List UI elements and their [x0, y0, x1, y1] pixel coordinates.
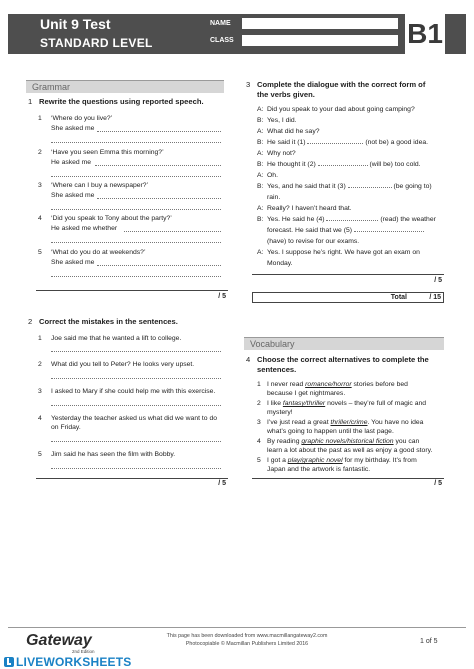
q1-instruction: 1 Rewrite the questions using reported speech. — [28, 97, 204, 106]
q2-item-1-num: 1 — [38, 335, 42, 342]
q2-score-rule — [36, 478, 228, 479]
q1-item-1-question: ‘Where do you live?’ — [51, 115, 113, 122]
q2-answer-1[interactable] — [51, 351, 221, 352]
dialogue-line-14: A: Yes. I suppose he’s right. We have got an exam on — [257, 249, 420, 256]
q2-item-3-num: 3 — [38, 388, 42, 395]
dialogue-line-6: B: He thought it (2) (will be) too cold. — [257, 161, 421, 168]
q1-item-2-prompt: He asked me — [51, 159, 92, 166]
q1-item-4-question: ‘Did you speak to Tony about the party?’ — [51, 215, 172, 222]
q4-item-3: 3 I’ve just read a great thriller/crime. You have no idea — [257, 419, 424, 426]
q1-item-1-num: 1 — [38, 115, 42, 122]
total-score: / 15 — [429, 294, 441, 301]
dialogue-line-1: A: Did you speak to your dad about going camping? — [257, 106, 415, 113]
gap-2[interactable] — [318, 160, 368, 166]
q2-answer-3[interactable] — [51, 405, 221, 406]
q4-choice-3[interactable]: thriller/crime — [330, 419, 368, 426]
q4-item-4: 4 By reading graphic novels/historical fiction you can — [257, 438, 420, 445]
q1-answer-2b[interactable] — [51, 176, 221, 177]
dialogue-line-8: B: Yes, and he said that it (3) (be going to) — [257, 183, 432, 190]
dialogue-line-4: B: He said it (1) (not be) a good idea. — [257, 139, 429, 146]
dialogue-line-3: A: What did he say? — [257, 128, 320, 135]
class-field[interactable] — [242, 35, 398, 46]
q1-answer-3a[interactable] — [97, 198, 221, 199]
q4-choice-1[interactable]: romance/horror — [305, 381, 352, 388]
q4-choice-5[interactable]: play/graphic novel — [287, 457, 343, 464]
q1-answer-5b[interactable] — [51, 276, 221, 277]
q2-answer-5[interactable] — [51, 468, 221, 469]
q1-item-3-question: ‘Where can I buy a newspaper?’ — [51, 182, 149, 189]
q2-item-5-num: 5 — [38, 451, 42, 458]
q3-instruction: 3 Complete the dialogue with the correct form of the verbs given. — [246, 80, 426, 99]
q1-answer-1a[interactable] — [97, 131, 221, 132]
vocabulary-heading: Vocabulary — [244, 337, 444, 350]
dialogue-line-10: A: Really? I haven’t heard that. — [257, 205, 352, 212]
gap-1[interactable] — [307, 138, 363, 144]
q1-item-4-num: 4 — [38, 215, 42, 222]
q1-item-2-question: ‘Have you seen Emma this morning?’ — [51, 149, 164, 156]
download-note: This page has been downloaded from www.macmillangateway2.com — [166, 633, 328, 639]
q2-item-3-text: I asked to Mary if she could help me with this exercise. — [51, 388, 216, 395]
q4-score: / 5 — [434, 480, 442, 487]
q2-item-1-text: Joe said me that he wanted a lift to college. — [51, 335, 182, 342]
q1-item-3-prompt: She asked me — [51, 192, 95, 199]
q1-score: / 5 — [218, 293, 226, 300]
q2-answer-4[interactable] — [51, 441, 221, 442]
q2-item-2-num: 2 — [38, 361, 42, 368]
class-label: CLASS — [210, 37, 234, 44]
liveworksheets-logo-icon — [4, 657, 14, 667]
q4-item-2: 2 I like fantasy/thriller novels – they’re full of magic and — [257, 400, 427, 407]
gap-3[interactable] — [348, 182, 392, 188]
q1-item-1-prompt: She asked me — [51, 125, 95, 132]
brand-logo: Gateway — [26, 632, 92, 649]
level-badge: B1 — [405, 14, 445, 54]
dialogue-line-5: A: Why not? — [257, 150, 296, 157]
q4-item-2-cont: mystery! — [267, 409, 293, 416]
q2-answer-2[interactable] — [51, 378, 221, 379]
q1-answer-4a[interactable] — [124, 231, 221, 232]
q3-score: / 5 — [434, 277, 442, 284]
liveworksheets-watermark[interactable] — [4, 655, 131, 669]
q1-answer-1b[interactable] — [51, 142, 221, 143]
q4-item-1-cont: because I get nightmares. — [267, 390, 346, 397]
q1-item-5-prompt: She asked me — [51, 259, 95, 266]
q4-item-1: 1 I never read romance/horror stories before bed — [257, 381, 408, 388]
dialogue-line-9: rain. — [267, 194, 281, 201]
q2-item-4-num: 4 — [38, 415, 42, 422]
q1-answer-2a[interactable] — [95, 165, 221, 166]
unit-title: Unit 9 Test — [40, 16, 111, 32]
q1-item-5-num: 5 — [38, 249, 42, 256]
q1-item-3-num: 3 — [38, 182, 42, 189]
q1-answer-3b[interactable] — [51, 209, 221, 210]
q1-item-4-prompt: He asked me whether — [51, 225, 118, 232]
q3-score-rule — [252, 274, 444, 275]
watermark-text: LIVEWORKSHEETS — [16, 655, 132, 669]
gap-5[interactable] — [354, 226, 424, 232]
q2-score: / 5 — [218, 480, 226, 487]
dialogue-line-15: Monday. — [267, 260, 293, 267]
dialogue-line-11: B: Yes. He said he (4) (read) the weather — [257, 216, 436, 223]
copyright-note: Photocopiable © Macmillan Publishers Limited 2016 — [185, 641, 309, 647]
dialogue-line-2: B: Yes, I did. — [257, 117, 297, 124]
q2-item-4-text2: on Friday. — [51, 424, 81, 431]
total-box — [252, 292, 444, 303]
q4-item-3-cont: what’s going to happen until the last page. — [267, 428, 394, 435]
q4-item-5: 5 I got a play/graphic novel for my birthday. It’s from — [257, 457, 417, 464]
grammar-heading: Grammar — [26, 80, 224, 93]
q2-instruction: 2 Correct the mistakes in the sentences. — [28, 317, 178, 326]
gap-4[interactable] — [326, 215, 378, 221]
page-number: 1 of 5 — [420, 638, 438, 645]
q4-choice-2[interactable]: fantasy/thriller — [282, 400, 326, 407]
q2-item-2-text: What did you tell to Peter? He looks very upset. — [51, 361, 195, 368]
q2-item-5-text: Jim said he has seen the film with Bobby. — [51, 451, 176, 458]
brand-edition: 2nd Edition — [72, 649, 95, 654]
q1-answer-4b[interactable] — [51, 242, 221, 243]
name-label: NAME — [210, 20, 231, 27]
level-title: STANDARD LEVEL — [40, 36, 153, 50]
header-banner — [8, 14, 466, 54]
dialogue-line-13: (have) to revise for our exams. — [267, 238, 360, 245]
name-field[interactable] — [242, 18, 398, 29]
q2-item-4-text: Yesterday the teacher asked us what did we want to do — [51, 415, 217, 422]
q1-item-2-num: 2 — [38, 149, 42, 156]
total-label: Total — [390, 294, 407, 301]
q4-choice-4[interactable]: graphic novels/historical fiction — [301, 438, 394, 445]
q4-item-4-cont: learn a lot about the past as well as enjoy a good story. — [267, 447, 433, 454]
dialogue-line-7: A: Oh. — [257, 172, 278, 179]
q1-item-5-question: ‘What do you do at weekends?’ — [51, 249, 146, 256]
q1-answer-5a[interactable] — [97, 265, 221, 266]
q4-instruction: 4 Choose the correct alternatives to complete the sentences. — [246, 355, 429, 374]
q4-score-rule — [252, 478, 444, 479]
q4-item-5-cont: Japan and the artwork is fantastic. — [267, 466, 371, 473]
dialogue-line-12: forecast. He said that we (5) — [257, 226, 424, 235]
footer-divider — [8, 627, 466, 628]
q1-score-rule — [36, 290, 228, 291]
